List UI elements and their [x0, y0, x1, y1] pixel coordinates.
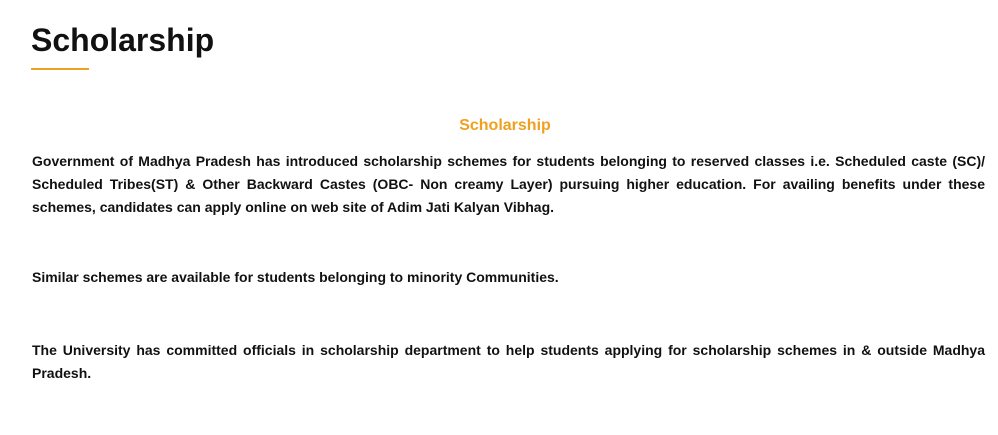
intro-paragraph: Government of Madhya Pradesh has introduced scholarship schemes for students belonging to reserved classes i.e. Scheduled caste (SC)/ Scheduled Tribes(ST) & Other Backward Castes (OBC- Non creamy Layer) pursuing higher education. For availing benefits under these schemes, candidates can apply online on web site of Adim Jati Kalyan Vibhag.: [32, 153, 985, 215]
title-underline: [31, 68, 89, 70]
university-paragraph: The University has committed officials in scholarship department to help students applying for scholarship schemes in & outside Madhya Pradesh.: [32, 342, 985, 381]
minority-paragraph: Similar schemes are available for students belonging to minority Communities.: [32, 269, 559, 285]
section-heading: Scholarship: [459, 117, 551, 134]
page-title: Scholarship: [31, 22, 215, 58]
